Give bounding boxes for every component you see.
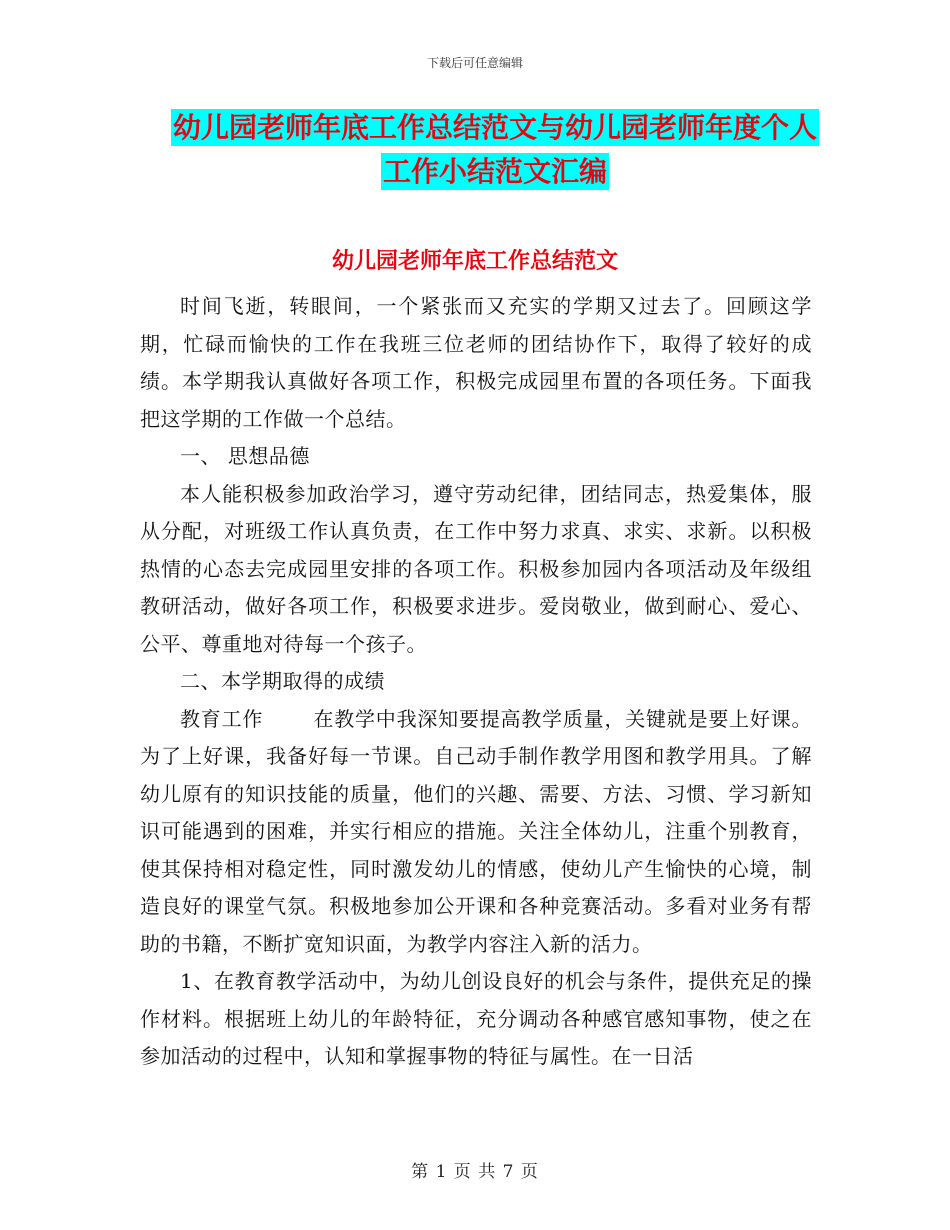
document-title bbox=[150, 106, 840, 194]
heading-ideology: 一、 思想品德 bbox=[180, 444, 310, 468]
header-note: 下载后可任意编辑 bbox=[426, 56, 523, 70]
document-title-line-2: 工作小结范文汇编 bbox=[382, 155, 607, 188]
paragraph-education-lead: 教育工作 bbox=[180, 706, 264, 731]
document-body bbox=[140, 288, 812, 1076]
heading-achievements: 二、本学期取得的成绩 bbox=[180, 669, 385, 693]
paragraph-education bbox=[140, 701, 812, 964]
paragraph-education-text: 在教学中我深知要提高教学质量，关键就是要上好课。为了上好课，我备好每一节课。自己动手制作教学用图和教学用具。了解幼儿原有的知识技能的质量，他们的兴趣、需要、方法、习惯、学习新知识可能遇到的困难，并实行相应的措施。关注全体幼儿，注重个别教育，使其保持相对稳定性，同时激发幼儿的情感，使幼儿产生愉快的心境，制造良好的课堂气氛。积极地参加公开课和各种竞赛活动。多看对业务有帮助的书籍，不断扩宽知识面，为教学内容注入新的活力。 bbox=[140, 706, 813, 956]
paragraph-intro: 时间飞逝，转眼间，一个紧张而又充实的学期又过去了。回顾这学期，忙碌而愉快的工作在我班三位老师的团结协作下，取得了较好的成绩。本学期我认真做好各项工作，积极完成园里布置的各项任务。下面我把这学期的工作做一个总结。 bbox=[140, 294, 812, 431]
section-title: 幼儿园老师年底工作总结范文 bbox=[331, 248, 618, 274]
page-footer: 第 1 页 共 7 页 bbox=[411, 1162, 539, 1182]
paragraph-ideology: 本人能积极参加政治学习，遵守劳动纪律，团结同志，热爱集体，服从分配，对班级工作认真负责，在工作中努力求真、求实、求新。以积极热情的心态去完成园里安排的各项工作。积极参加园内各项活动及年级组教研活动，做好各项工作，积极要求进步。爱岗敬业，做到耐心、爱心、公平、尊重地对待每一个孩子。 bbox=[140, 481, 812, 656]
document-title-line-1: 幼儿园老师年底工作总结范文与幼儿园老师年度个人 bbox=[172, 111, 817, 144]
paragraph-item-1: 1、在教育教学活动中，为幼儿创设良好的机会与条件，提供充足的操作材料。根据班上幼儿的年龄特征，充分调动各种感官感知事物，使之在参加活动的过程中，认知和掌握事物的特征与属性。在一日活 bbox=[140, 969, 812, 1068]
